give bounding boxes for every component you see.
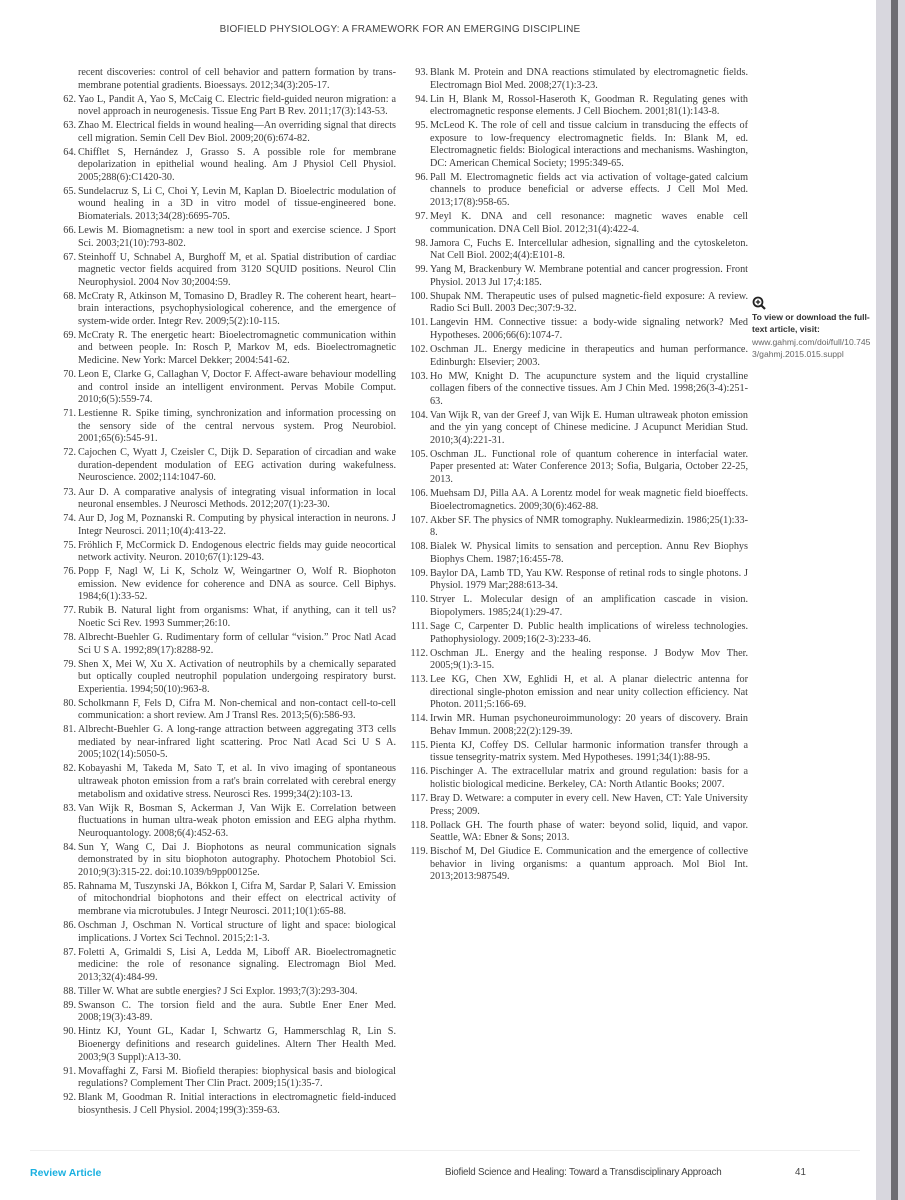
reference-item bbox=[63, 225, 396, 250]
reference-item bbox=[63, 486, 396, 512]
reference-text: Lee KG, Chen XW, Eghlidi H, et al. A planar dielectric antenna for directional single-photon emission and near unity collection efficiency. Nat Photon. 2011;5:166-69. bbox=[430, 674, 748, 711]
reference-number: 89. bbox=[63, 999, 76, 1011]
reference-text: Sun Y, Wang C, Dai J. Biophotons as neural communication signals demonstrated by in situ biophoton autography. Photochem Photobiol Sci. 2010;9(3):315-22. doi:10.1039/b9pp00125e. bbox=[78, 841, 396, 878]
reference-text: Aur D. A comparative analysis of integrating visual information in local neuronal ensembles. J Neurosci Methods. 2012;207(1):23-30. bbox=[78, 486, 396, 511]
reference-item bbox=[63, 120, 396, 145]
reference-number: 85. bbox=[63, 880, 76, 892]
reference-text: Bray D. Wetware: a computer in every cell. New Haven, CT: Yale University Press; 2009. bbox=[430, 793, 748, 817]
reference-text: Oschman JL. Functional role of quantum coherence in interfacial water. Paper presented at: Water Conference 2013; Sofia, Bulgaria, October 22-25, 2013. bbox=[430, 448, 748, 485]
reference-item bbox=[63, 539, 396, 565]
reference-item bbox=[410, 343, 748, 369]
reference-text: Stryer L. Molecular design of an amplification cascade in vision. Biopolymers. 1985;24(1):29-47. bbox=[430, 594, 748, 618]
reference-number: 109. bbox=[410, 567, 428, 579]
reference-number: 63. bbox=[63, 120, 76, 132]
reference-text: Leon E, Clarke G, Callaghan V, Doctor F. Affect-aware behaviour modelling and control inside an intelligent environment. Pervas Mobile Comput. 2010;6(5):559-74. bbox=[78, 369, 396, 406]
reference-text: Scholkmann F, Fels D, Cifra M. Non-chemical and non-contact cell-to-cell communication: a short review. Am J Transl Res. 2013;5(6):586-93. bbox=[78, 697, 396, 722]
reference-item bbox=[63, 93, 396, 119]
reference-number: 65. bbox=[63, 185, 76, 197]
reference-item bbox=[63, 632, 396, 657]
reference-number: 103. bbox=[410, 370, 428, 382]
reference-item bbox=[63, 251, 396, 290]
reference-text: Sundelacruz S, Li C, Choi Y, Levin M, Kaplan D. Bioelectric modulation of wound healing in a 3D in vitro model of tissue-engineered bone. Biomaterials. 2013;34(28):6695-705. bbox=[78, 185, 396, 223]
reference-number: 66. bbox=[63, 225, 76, 237]
reference-item bbox=[410, 647, 748, 673]
running-header: BIOFIELD PHYSIOLOGY: A FRAMEWORK FOR AN EMERGING DISCIPLINE bbox=[219, 24, 581, 35]
reference-text: Albrecht-Buehler G. Rudimentary form of cellular “vision.” Proc Natl Acad Sci U S A. 1992;89(17):8288-92. bbox=[78, 632, 396, 656]
reference-item bbox=[63, 146, 396, 185]
reference-number: 82. bbox=[63, 763, 76, 775]
reference-text: McCraty R, Atkinson M, Tomasino D, Bradley R. The coherent heart, heart–brain interactions, psychophysiological coherence, and the emergence of system-wide order. Integr Rev. 2009;5(2):10-115. bbox=[78, 290, 396, 327]
reference-number: 115. bbox=[410, 739, 428, 751]
reference-number: 71. bbox=[63, 408, 76, 420]
full-text-link[interactable]: www.gahmj.com/doi/full/10.7453/gahmj.2015.015.suppl bbox=[752, 336, 871, 359]
reference-continuation: recent discoveries: control of cell behavior and pattern formation by trans-membrane potential gradients. Bioessays. 2012;34(3):205-17. bbox=[78, 67, 396, 91]
reference-text: Lin H, Blank M, Rossol-Haseroth K, Goodman R. Regulating genes with electromagnetic response elements. J Cell Biochem. 2001;81(1):143-8. bbox=[430, 93, 748, 118]
reference-text: Irwin MR. Human psychoneuroimmunology: 20 years of discovery. Brain Behav Immun. 2008;22(2):129-39. bbox=[430, 713, 748, 737]
references-left-column bbox=[63, 67, 396, 1119]
reference-number: 87. bbox=[63, 946, 76, 958]
reference-item bbox=[410, 370, 748, 409]
reference-item bbox=[415, 67, 748, 92]
footer-journal-title: Biofield Science and Healing: Toward a Transdisciplinary Approach bbox=[445, 1167, 722, 1178]
reference-text: McCraty R. The energetic heart: Bioelectromagnetic communication within and between people. In: Rosch P, Markov M, eds. Bioelectromagnetic Medicine. New York: Marcel Dekker; 2004:541-62. bbox=[78, 329, 396, 367]
reference-number: 88. bbox=[63, 985, 76, 997]
reference-text: Aur D, Jog M, Poznanski R. Computing by physical interaction in neurons. J Integr Neurosci. 2011;10(4):413-22. bbox=[78, 513, 396, 537]
reference-number: 95. bbox=[415, 120, 428, 132]
reference-text: Oschman J, Oschman N. Vortical structure of light and space: biological implications. J Vortex Sci Technol. 2015;2:1-3. bbox=[78, 920, 396, 944]
reference-item bbox=[410, 739, 748, 765]
reference-text: Yao L, Pandit A, Yao S, McCaig C. Electric field-guided neuron migration: a novel approach in neurogenesis. Tissue Eng Part B Rev. 2011;17(3):143-53. bbox=[78, 93, 396, 118]
reference-item bbox=[415, 171, 748, 210]
reference-item bbox=[410, 594, 748, 619]
reference-text: Bischof M, Del Giudice E. Communication and the emergence of collective behavior in living organisms: a quantum approach. Mol Biol Int. 2013;2013:987549. bbox=[430, 846, 748, 883]
reference-number: 99. bbox=[415, 264, 428, 276]
reference-text: Jamora C, Fuchs E. Intercellular adhesion, signalling and the cytoskeleton. Nat Cell Biol. 2002;4(4):E101-8. bbox=[430, 237, 748, 262]
reference-number: 81. bbox=[63, 724, 76, 736]
reference-item bbox=[63, 1092, 396, 1117]
reference-number: 64. bbox=[63, 146, 76, 158]
reference-number: 90. bbox=[63, 1026, 76, 1038]
reference-number: 112. bbox=[410, 647, 428, 659]
reference-item bbox=[410, 713, 748, 738]
reference-text: Oschman JL. Energy and the healing response. J Bodyw Mov Ther. 2005;9(1):3-15. bbox=[430, 647, 748, 672]
reference-item bbox=[63, 329, 396, 368]
reference-number: 84. bbox=[63, 841, 76, 853]
reference-text: Bialek W. Physical limits to sensation and perception. Annu Rev Biophys Biophys Chem. 1987;16:455-78. bbox=[430, 541, 748, 565]
reference-number: 73. bbox=[63, 486, 76, 498]
reference-number: 80. bbox=[63, 697, 76, 709]
reference-item bbox=[63, 408, 396, 446]
reference-item bbox=[410, 674, 748, 712]
reference-text: Lewis M. Biomagnetism: a new tool in sport and exercise science. J Sport Sci. 2003;21(10):793-802. bbox=[78, 225, 396, 249]
footer-divider bbox=[30, 1150, 860, 1151]
reference-text: Blank M, Goodman R. Initial interactions in electromagnetic field-induced biosynthesis. J Cell Physiol. 2004;199(3):359-63. bbox=[78, 1092, 396, 1116]
page-number: 41 bbox=[795, 1167, 806, 1178]
reference-number: 111. bbox=[410, 620, 428, 632]
reference-text: Yang M, Brackenbury W. Membrane potential and cancer progression. Front Physiol. 2013 Jul 17;4:185. bbox=[430, 264, 748, 288]
reference-item bbox=[410, 409, 748, 448]
reference-item bbox=[410, 488, 748, 513]
reference-item bbox=[63, 513, 396, 538]
reference-number: 106. bbox=[410, 488, 428, 499]
reference-text: Kobayashi M, Takeda M, Sato T, et al. In vivo imaging of spontaneous ultraweak photon emission from a rat's brain correlated with cerebral energy metabolism and oxidative stress. Neurosci Res. 1999;34(2):103-13. bbox=[78, 763, 396, 800]
reference-text: Foletti A, Grimaldi S, Lisi A, Ledda M, Liboff AR. Bioelectromagnetic medicine: the role of resonance signaling. Electromagn Biol Med. 2013;32(4):484-99. bbox=[78, 946, 396, 983]
reference-text: Muehsam DJ, Pilla AA. A Lorentz model for weak magnetic field bioeffects. Bioelectromagnetics. 2009;30(6):462-88. bbox=[430, 488, 748, 512]
reference-text: Swanson C. The torsion field and the aura. Subtle Ener Ener Med. 2008;19(3):43-89. bbox=[78, 999, 396, 1024]
reference-item bbox=[410, 793, 748, 818]
reference-number: 118. bbox=[410, 819, 428, 831]
reference-number: 86. bbox=[63, 920, 76, 932]
reference-text: Shen X, Mei W, Xu X. Activation of neutrophils by a chemically separated but optically coupled neutrophil population undergoing respiratory burst. Experientia. 1994;50(10):963-8. bbox=[78, 658, 396, 695]
reference-number: 91. bbox=[63, 1065, 76, 1077]
reference-number: 72. bbox=[63, 447, 76, 459]
reference-number: 67. bbox=[63, 251, 76, 263]
reference-number: 69. bbox=[63, 329, 76, 341]
reference-number: 105. bbox=[410, 448, 428, 460]
reference-number: 98. bbox=[415, 237, 428, 249]
reference-text: Oschman JL. Energy medicine in therapeutics and human performance. Edinburgh: Elsevier; 2003. bbox=[430, 343, 748, 368]
reference-number: 116. bbox=[410, 766, 428, 778]
reference-item bbox=[415, 264, 748, 289]
reference-item bbox=[410, 448, 748, 487]
reference-item bbox=[63, 658, 396, 697]
reference-number: 83. bbox=[63, 802, 76, 814]
reference-text: Movaffaghi Z, Farsi M. Biofield therapies: biophysical basis and biological regulations? Complement Ther Clin Pract. 2009;15(1):35-7. bbox=[78, 1065, 396, 1090]
reference-text: Baylor DA, Lamb TD, Yau KW. Response of retinal rods to single photons. J Physiol. 1979 Mar;288:613-34. bbox=[430, 567, 748, 592]
reference-item bbox=[63, 999, 396, 1025]
reference-number: 94. bbox=[415, 93, 428, 105]
reference-text: Meyl K. DNA and cell resonance: magnetic waves enable cell communication. DNA Cell Biol. 2012;31(4):422-4. bbox=[430, 211, 748, 235]
zoom-in-icon bbox=[752, 296, 766, 310]
reference-number: 93. bbox=[415, 67, 428, 78]
reference-text: Langevin HM. Connective tissue: a body-wide signaling network? Med Hypotheses. 2006;66(6):1074-7. bbox=[430, 317, 748, 341]
reference-text: Pollack GH. The fourth phase of water: beyond solid, liquid, and vapor. Seattle, WA: Ebner & Sons; 2013. bbox=[430, 819, 748, 844]
reference-number: 75. bbox=[63, 539, 76, 551]
reference-text: Pienta KJ, Coffey DS. Cellular harmonic information transfer through a tissue tensegrity-matrix system. Med Hypotheses. 1991;34(1):88-95. bbox=[430, 739, 748, 764]
reference-text: Pischinger A. The extracellular matrix and ground regulation: basis for a holistic biological medicine. Berkeley, CA: North Atlantic Books; 2007. bbox=[430, 766, 748, 791]
reference-item bbox=[63, 920, 396, 945]
reference-number: 110. bbox=[410, 594, 428, 606]
reference-number: 114. bbox=[410, 713, 428, 725]
reference-item bbox=[415, 237, 748, 263]
reference-number: 68. bbox=[63, 290, 76, 302]
reference-number: 108. bbox=[410, 541, 428, 553]
reference-item bbox=[415, 120, 748, 170]
reference-item bbox=[410, 317, 748, 342]
reference-item bbox=[63, 841, 396, 880]
reference-number: 101. bbox=[410, 317, 428, 329]
reference-number: 104. bbox=[410, 409, 428, 421]
reference-number: 70. bbox=[63, 369, 76, 381]
reference-number: 117. bbox=[410, 793, 428, 805]
reference-item bbox=[63, 985, 396, 999]
reference-number: 96. bbox=[415, 171, 428, 183]
reference-item bbox=[410, 541, 748, 566]
reference-item bbox=[63, 802, 396, 841]
reference-number: 92. bbox=[63, 1092, 76, 1104]
reference-item bbox=[415, 211, 748, 236]
reference-text: Cajochen C, Wyatt J, Czeisler C, Dijk D. Separation of circadian and wake duration-dependent modulation of EEG activation during wakefulness. Neuroscience. 2002;114:1047-60. bbox=[78, 447, 396, 484]
reference-text: Albrecht-Buehler G. A long-range attraction between aggregating 3T3 cells mediated by near-infrared light scattering. Proc Natl Acad Sci U S A. 2005;102(14):5050-5. bbox=[78, 724, 396, 761]
reference-item bbox=[63, 724, 396, 762]
full-text-note bbox=[752, 296, 872, 360]
reference-item bbox=[63, 447, 396, 485]
references-right-column bbox=[410, 67, 748, 885]
footer-section-label: Review Article bbox=[30, 1167, 102, 1179]
reference-item bbox=[63, 566, 396, 604]
reference-text: Blank M. Protein and DNA reactions stimulated by electromagnetic fields. Electromagn Biol Med. 2008;27(1):3-23. bbox=[430, 67, 748, 91]
reference-number: 107. bbox=[410, 514, 428, 526]
reference-item bbox=[410, 514, 748, 540]
scrollbar-thumb[interactable] bbox=[891, 0, 898, 1200]
reference-number: 113. bbox=[410, 674, 428, 686]
reference-item bbox=[410, 290, 748, 316]
reference-item bbox=[63, 946, 396, 985]
reference-text: Rubik B. Natural light from organisms: What, if anything, can it tell us? Noetic Sci Rev. 1993 Summer;26:10. bbox=[78, 605, 396, 629]
reference-item bbox=[410, 819, 748, 845]
reference-text: Shupak NM. Therapeutic uses of pulsed magnetic-field exposure: A review. Radio Sci Bull. 2003 Dec;307:9-32. bbox=[430, 290, 748, 315]
reference-item bbox=[415, 93, 748, 119]
reference-item bbox=[410, 766, 748, 791]
reference-item bbox=[63, 1026, 396, 1064]
reference-item bbox=[63, 1065, 396, 1091]
reference-number: 119. bbox=[410, 846, 428, 858]
reference-number: 78. bbox=[63, 632, 76, 644]
reference-number: 77. bbox=[63, 605, 76, 617]
reference-text: Rahnama M, Tuszynski JA, Bókkon I, Cifra M, Sardar P, Salari V. Emission of mitochondrial biophotons and their effect on electrical activity of membrane via microtubules. J Integr Neurosci. 2011;10(1):65-88. bbox=[78, 880, 396, 917]
reference-text: Fröhlich F, McCormick D. Endogenous electric fields may guide neocortical network activity. Neuron. 2010;67(1):129-43. bbox=[78, 539, 396, 564]
reference-text: Akber SF. The physics of NMR tomography. Nuklearmedizin. 1986;25(1):33-8. bbox=[430, 514, 748, 539]
reference-number: 79. bbox=[63, 658, 76, 670]
reference-number: 102. bbox=[410, 343, 428, 355]
reference-text: Tiller W. What are subtle energies? J Sci Explor. 1993;7(3):293-304. bbox=[78, 985, 358, 997]
reference-number: 62. bbox=[63, 93, 76, 105]
reference-text: Hintz KJ, Yount GL, Kadar I, Schwartz G, Hammerschlag R, Lin S. Bioenergy definitions and research guidelines. Altern Ther Health Med. 2003;9(3 Suppl):A13-30. bbox=[78, 1026, 396, 1063]
reference-item bbox=[63, 605, 396, 630]
reference-text: Pall M. Electromagnetic fields act via activation of voltage-gated calcium channels to produce beneficial or adverse effects. J Cell Mol Med. 2013;17(8):958-65. bbox=[430, 171, 748, 208]
reference-item bbox=[63, 185, 396, 224]
reference-item bbox=[410, 846, 748, 884]
reference-text: Ho MW, Knight D. The acupuncture system and the liquid crystalline collagen fibers of the connective tissues. Am J Chin Med. 1998;26(3-4):251-63. bbox=[430, 370, 748, 407]
reference-item bbox=[63, 763, 396, 801]
reference-number: 97. bbox=[415, 211, 428, 223]
reference-text: Zhao M. Electrical fields in wound healing—An overriding signal that directs cell migration. Semin Cell Dev Biol. 2009;20(6):674-82. bbox=[78, 120, 396, 144]
reference-item bbox=[410, 620, 748, 646]
reference-item bbox=[63, 290, 396, 329]
reference-text: McLeod K. The role of cell and tissue calcium in transducing the effects of exposure to low-frequency electromagnetic fields. In: Blank M, ed. Electromagnetic fields: Biological interactions and mechanisms. Washington, DC: American Chemical Society; 1995:349-65. bbox=[430, 120, 748, 169]
reference-number: 74. bbox=[63, 513, 76, 525]
reference-number: 76. bbox=[63, 566, 76, 578]
reference-text: Chifflet S, Hernández J, Grasso S. A possible role for membrane depolarization in epithelial wound healing. Am J Physiol Cell Physiol. 2005;288(6):C1420-30. bbox=[78, 146, 396, 183]
reference-text: Van Wijk R, van der Greef J, van Wijk E. Human ultraweak photon emission and the yin yang concept of Chinese medicine. J Acupunct Meridian Stud. 2010;3(4):221-31. bbox=[430, 409, 748, 446]
reference-text: Van Wijk R, Bosman S, Ackerman J, Van Wijk E. Correlation between fluctuations in human ultra-weak photon emission and EEG alpha rhythm. Neuroquantology. 2008;6(4):452-63. bbox=[78, 802, 396, 839]
reference-item bbox=[63, 369, 396, 407]
reference-text: Steinhoff U, Schnabel A, Burghoff M, et al. Spatial distribution of cardiac magnetic vector fields acquired from 3120 SQUID positions. Neurol Clin Neurophysiol. 2004 Nov 30;2004:59. bbox=[78, 251, 396, 288]
reference-number: 100. bbox=[410, 290, 428, 302]
reference-item bbox=[63, 697, 396, 723]
reference-text: Sage C, Carpenter D. Public health implications of wireless technologies. Pathophysiology. 2009;16(2-3):233-46. bbox=[430, 620, 748, 645]
reference-item bbox=[410, 567, 748, 593]
full-text-note-lead: To view or download the full-text article, visit: bbox=[752, 312, 870, 335]
reference-text: Popp F, Nagl W, Li K, Scholz W, Weingartner O, Wolf R. Biophoton emission. New evidence for coherence and DNA as source. Cell Biphys. 1984;6(1):33-52. bbox=[78, 566, 396, 603]
reference-text: Lestienne R. Spike timing, synchronization and information processing on the sensory side of the central nervous system. Prog Neurobiol. 2001;65(6):545-91. bbox=[78, 408, 396, 445]
reference-item bbox=[63, 880, 396, 919]
